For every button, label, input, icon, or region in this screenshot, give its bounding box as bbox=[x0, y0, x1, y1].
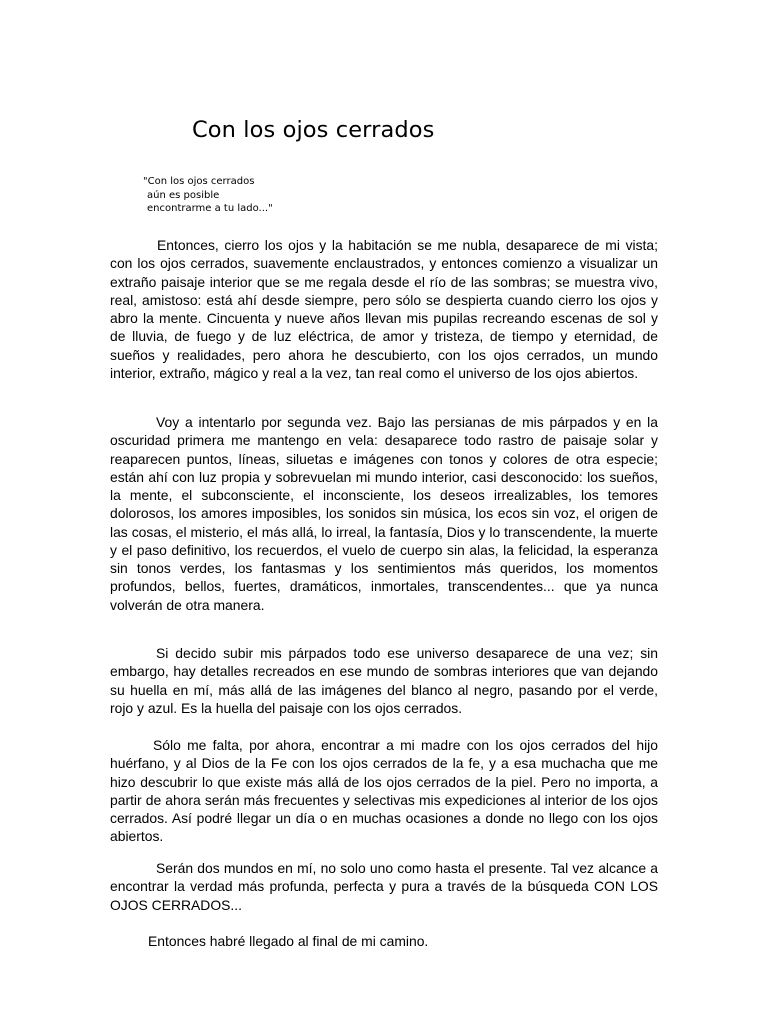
body-paragraph: Si decido subir mis párpados todo ese universo desaparece de una vez; sin embargo, hay detalles recreados en ese mundo de sombras interiores que van dejando su huella en mí, más allá de las imágenes del blanco al negro, pasando por el verde, rojo y azul. Es la huella del paisaje con los ojos cerrados. bbox=[110, 645, 658, 716]
body-paragraph: Voy a intentarlo por segunda vez. Bajo las persianas de mis párpados y en la oscuridad primera me mantengo en vela: desaparece todo rastro de paisaje solar y reaparecen puntos, líneas, siluetas e imágenes con tonos y colores de otra especie; están ahí con luz propia y sobrevuelan mi mundo interior, casi desconocido: los sueños, la mente, el subconsciente, el inconsciente, los deseos irrealizables, los temores dolorosos, los amores imposibles, los sonidos sin música, los ecos sin voz, el origen de las cosas, el misterio, el más allá, lo irreal, la fantasía, Dios y lo transcendente, la muerte y el paso definitivo, los recuerdos, el vuelo de cuerpo sin alas, la felicidad, la esperanza sin tonos verdes, los fantasmas y los sentimientos más queridos, los momentos profundos, bellos, fuertes, dramáticos, inmortales, transcendentes... que ya nunca volverán de otra manera. bbox=[110, 414, 658, 613]
epigraph bbox=[143, 175, 273, 216]
epigraph-line: aún es posible bbox=[147, 189, 220, 201]
body-paragraph: Entonces, cierro los ojos y la habitación se me nubla, desaparece de mi vista; con los ojos cerrados, suavemente enclaustrados, y entonces comienzo a visualizar un extraño paisaje interior que se me regala desde el río de las sombras; se muestra vivo, real, amistoso: está ahí desde siempre, pero sólo se despierta cuando cierro los ojos y abro la mente. Cincuenta y nueve años llevan mis pupilas recreando escenas de sol y de lluvia, de fuego y de luz eléctrica, de amor y tristeza, de tiempo y eternidad, de sueños y realidades, pero ahora he descubierto, con los ojos cerrados, un mundo interior, extraño, mágico y real a la vez, tan real como el universo de los ojos abiertos. bbox=[110, 237, 658, 381]
document-title: Con los ojos cerrados bbox=[192, 117, 435, 143]
body-paragraph: Serán dos mundos en mí, no solo uno como hasta el presente. Tal vez alcance a encontrar la verdad más profunda, perfecta y pura a través de la búsqueda CON LOS OJOS CERRADOS... bbox=[110, 860, 658, 913]
epigraph-line: "Con los ojos cerrados bbox=[143, 176, 255, 187]
closing-paragraph: Entonces habré llegado al final de mi camino. bbox=[148, 933, 429, 949]
body-paragraph: Sólo me falta, por ahora, encontrar a mi madre con los ojos cerrados del hijo huérfano, y al Dios de la Fe con los ojos cerrados de la fe, y a esa muchacha que me hizo descubrir lo que existe más allá de los ojos cerrados de la piel. Pero no importa, a partir de ahora serán más frecuentes y selectivas mis expediciones al interior de los ojos cerrados. Así podré llegar un día o en muchas ocasiones a donde no llego con los ojos abiertos. bbox=[110, 737, 658, 845]
epigraph-line: encontrarme a tu lado..." bbox=[147, 203, 273, 214]
